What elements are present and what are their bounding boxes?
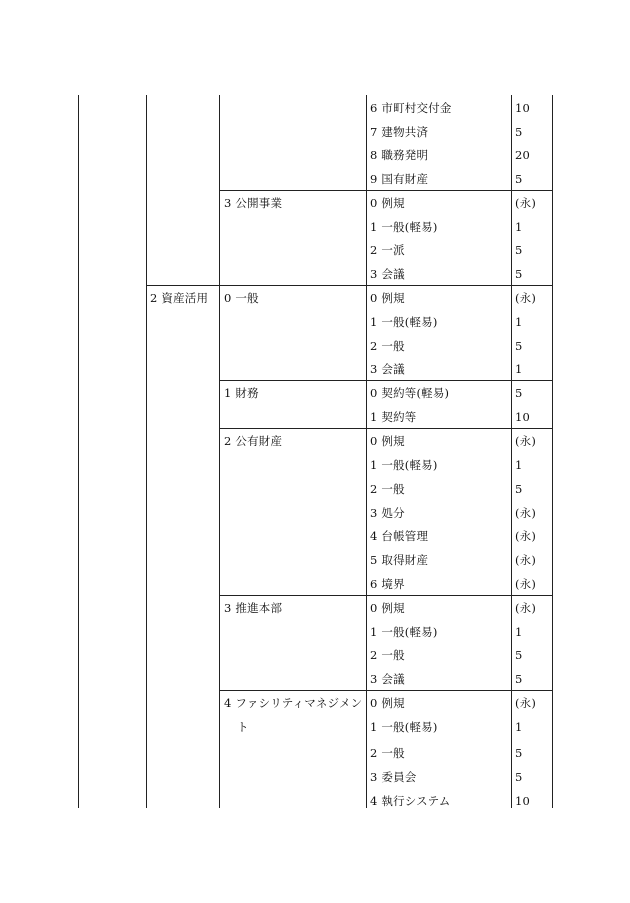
minor-category-label: 2 一般 — [370, 482, 405, 496]
minor-category-label: 2 一派 — [370, 243, 405, 257]
minor-category-label: 8 職務発明 — [370, 148, 429, 162]
retention-period: 1 — [515, 625, 523, 639]
table-column-line — [552, 95, 553, 808]
retention-period: 1 — [515, 458, 523, 472]
retention-period: 10 — [515, 410, 531, 424]
minor-category-label: 1 一般(軽易) — [370, 315, 438, 329]
minor-category-label: 0 契約等(軽易) — [370, 386, 450, 400]
retention-period: (永) — [515, 601, 537, 615]
minor-category-label: 0 例規 — [370, 196, 405, 210]
table-row-divider — [219, 380, 552, 381]
retention-period: 1 — [515, 315, 523, 329]
retention-period: (永) — [515, 553, 537, 567]
minor-category-label: 1 契約等 — [370, 410, 417, 424]
minor-category-label: 9 国有財産 — [370, 172, 429, 186]
minor-category-label: 0 例規 — [370, 434, 405, 448]
retention-period: 5 — [515, 267, 523, 281]
retention-period: 5 — [515, 482, 523, 496]
minor-category-label: 3 会議 — [370, 362, 405, 376]
table-column-line — [366, 95, 367, 808]
table-row-divider — [219, 595, 552, 596]
minor-category-label: 2 一般 — [370, 648, 405, 662]
retention-period: (永) — [515, 696, 537, 710]
retention-period: 5 — [515, 172, 523, 186]
minor-category-label: 2 一般 — [370, 339, 405, 353]
minor-category-label: 0 例規 — [370, 291, 405, 305]
retention-period: 1 — [515, 720, 523, 734]
minor-category-label: 0 例規 — [370, 696, 405, 710]
table-column-line — [511, 95, 512, 808]
table-row-divider — [219, 690, 552, 691]
major-category-label: 2 資産活用 — [150, 291, 209, 305]
middle-category-label: 3 推進本部 — [224, 601, 283, 615]
minor-category-label: 7 建物共済 — [370, 125, 429, 139]
table-row-divider — [219, 428, 552, 429]
middle-category-label: ト — [237, 720, 249, 734]
minor-category-label: 5 取得財産 — [370, 553, 429, 567]
retention-period: 5 — [515, 648, 523, 662]
table-row-divider — [146, 285, 552, 286]
retention-period: (永) — [515, 529, 537, 543]
minor-category-label: 0 例規 — [370, 601, 405, 615]
retention-period: 10 — [515, 101, 531, 115]
minor-category-label: 3 会議 — [370, 267, 405, 281]
minor-category-label: 1 一般(軽易) — [370, 720, 438, 734]
retention-period: 5 — [515, 672, 523, 686]
table-column-line — [78, 95, 79, 808]
retention-period: 5 — [515, 243, 523, 257]
retention-period: 5 — [515, 770, 523, 784]
middle-category-label: 2 公有財産 — [224, 434, 283, 448]
table-column-line — [219, 95, 220, 808]
minor-category-label: 3 処分 — [370, 506, 405, 520]
minor-category-label: 6 境界 — [370, 577, 405, 591]
retention-period: (永) — [515, 577, 537, 591]
retention-period: 1 — [515, 362, 523, 376]
retention-period: 10 — [515, 794, 531, 808]
middle-category-label: 1 財務 — [224, 386, 259, 400]
middle-category-label: 4 ファシリティマネジメン — [224, 696, 363, 710]
retention-period: (永) — [515, 506, 537, 520]
minor-category-label: 1 一般(軽易) — [370, 625, 438, 639]
retention-period: 5 — [515, 386, 523, 400]
retention-period: 5 — [515, 125, 523, 139]
minor-category-label: 3 委員会 — [370, 770, 417, 784]
retention-period: 20 — [515, 148, 531, 162]
minor-category-label: 3 会議 — [370, 672, 405, 686]
table-row-divider — [219, 190, 552, 191]
retention-period: (永) — [515, 196, 537, 210]
minor-category-label: 1 一般(軽易) — [370, 220, 438, 234]
retention-period: 5 — [515, 339, 523, 353]
middle-category-label: 0 一般 — [224, 291, 259, 305]
middle-category-label: 3 公開事業 — [224, 196, 283, 210]
retention-period: 5 — [515, 746, 523, 760]
minor-category-label: 2 一般 — [370, 746, 405, 760]
table-column-line — [146, 95, 147, 808]
minor-category-label: 4 執行システム — [370, 794, 451, 808]
minor-category-label: 4 台帳管理 — [370, 529, 429, 543]
retention-period: (永) — [515, 434, 537, 448]
retention-period: (永) — [515, 291, 537, 305]
minor-category-label: 1 一般(軽易) — [370, 458, 438, 472]
minor-category-label: 6 市町村交付金 — [370, 101, 452, 115]
retention-period: 1 — [515, 220, 523, 234]
